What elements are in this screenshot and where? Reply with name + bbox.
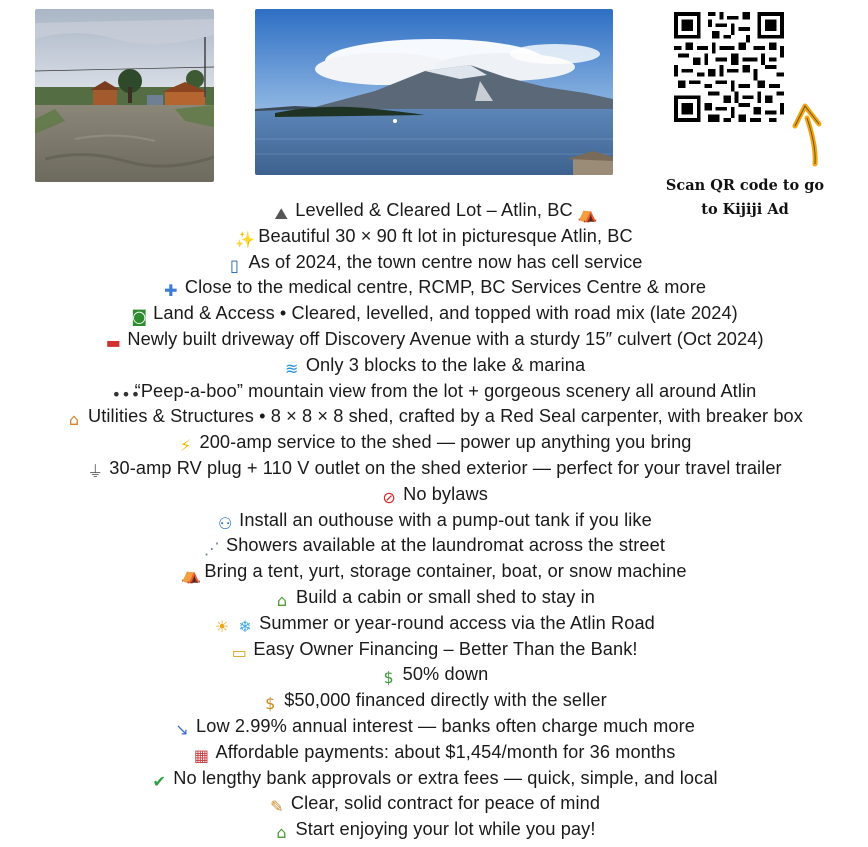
hand-drawn-up-arrow-icon (785, 96, 830, 168)
listing-line-text: Clear, solid contract for peace of mind (290, 793, 601, 814)
calendar-icon: ▦ (193, 745, 210, 765)
camping-icon: ⛺ (577, 204, 598, 223)
camping-icon: ⛺ (181, 565, 202, 585)
listing-line (0, 353, 868, 379)
listing-line-text: Showers available at the laundromat across the street (225, 535, 665, 556)
listing-line (0, 766, 868, 792)
listing-line (0, 714, 868, 740)
listing-line-text: Easy Owner Financing – Better Than the Bank! (253, 638, 638, 659)
listing-line-text: Start enjoying your lot while you pay! (295, 819, 596, 840)
listing-line (0, 791, 868, 817)
qr-caption-line-1: Scan QR code to go (665, 177, 825, 194)
listing-line (0, 456, 868, 482)
listing-line-text: Affordable payments: about $1,454/month for 36 months (215, 741, 676, 762)
listing-line (0, 611, 868, 637)
dollar-banknote-icon: $ (383, 668, 394, 688)
listing-line-text: Build a cabin or small shed to stay in (296, 586, 595, 607)
listing-line-text: Only 3 blocks to the lake & marina (305, 354, 586, 375)
snowflake-icon: ❄ (238, 616, 252, 636)
restroom-icon: ⚇ (217, 513, 233, 533)
wave-icon: ≋ (285, 358, 299, 378)
listing-line (0, 198, 868, 224)
listing-line (0, 637, 868, 663)
listing-line-text: Land & Access • Cleared, levelled, and topped with road mix (late 2024) (153, 303, 738, 324)
listing-line-text: Bring a tent, yurt, storage container, boat, or snow machine (204, 561, 687, 582)
listing-line (0, 508, 868, 534)
listing-line (0, 430, 868, 456)
listing-line-text: Summer or year-round access via the Atlin Road (259, 612, 655, 633)
credit-card-icon: ▭ (231, 642, 247, 662)
listing-line (0, 250, 868, 276)
listing-line-text: Beautiful 30 × 90 ft lot in picturesque Atlin, BC (258, 225, 633, 246)
listing-line (0, 740, 868, 766)
listing-line-text: “Peep-a-boo” mountain view from the lot + gorgeous scenery all around Atlin (134, 380, 757, 401)
house-with-garden-icon: ⌂ (276, 590, 288, 610)
electric-plug-icon: ⏚ (87, 461, 104, 481)
listing-line-text: As of 2024, the town centre now has cell service (248, 251, 643, 272)
listing-line-text: Levelled & Cleared Lot – Atlin, BC (295, 200, 573, 220)
listing-line (0, 379, 868, 405)
hospital-icon: ✚ (164, 281, 178, 301)
listing-line (0, 817, 868, 843)
listing-line (0, 404, 868, 430)
listing-line (0, 585, 868, 611)
tractor-icon: ◙ (131, 307, 147, 327)
qr-caption-line-2: to Kijiji Ad (701, 201, 789, 218)
listing-line-text: No bylaws (403, 483, 488, 504)
road-mountain-icon: ⛰ (274, 204, 289, 223)
listing-line-text: Low 2.99% annual interest — banks often charge much more (196, 715, 695, 736)
listing-line (0, 275, 868, 301)
car-icon: ▬ (105, 332, 121, 352)
listing-line (0, 301, 868, 327)
lightning-icon: ⚡ (179, 436, 192, 456)
mobile-phone-icon: ▯ (230, 255, 239, 275)
sun-icon: ☀ (214, 616, 230, 636)
listing-line-text: 30-amp RV plug + 110 V outlet on the shed exterior — perfect for your travel trailer (109, 457, 782, 478)
listing-line-text: 200-amp service to the shed — power up anything you bring (199, 432, 692, 453)
prohibited-icon: ⊘ (382, 487, 396, 507)
listing-line (0, 559, 868, 585)
sparkles-icon: ✨ (235, 229, 256, 249)
check-mark-icon: ✔ (152, 771, 167, 791)
chart-decreasing-icon: ↘ (175, 719, 189, 739)
qr-code[interactable] (674, 12, 784, 122)
eyes-icon: ••• (111, 384, 141, 404)
listing-line-text: Utilities & Structures • 8 × 8 × 8 shed, crafted by a Red Seal carpenter, with breaker box (88, 406, 803, 427)
memo-icon: ✎ (270, 797, 284, 817)
money-bag-icon: $ (265, 694, 276, 714)
listing-line (0, 224, 868, 250)
listing-line (0, 327, 868, 353)
listing-line (0, 662, 868, 688)
house-icon: ⌂ (68, 410, 80, 430)
lot-with-sheds-photo (35, 9, 214, 182)
listing-line (0, 482, 868, 508)
listing-details (0, 198, 868, 843)
listing-line-text: $50,000 financed directly with the seller (284, 690, 607, 711)
lake-and-mountain-photo (255, 9, 613, 175)
listing-line-text: Close to the medical centre, RCMP, BC Services Centre & more (184, 277, 707, 298)
house-with-garden-icon: ⌂ (276, 823, 287, 843)
listing-line (0, 688, 868, 714)
listing-line-text: 50% down (402, 664, 489, 685)
listing-line-text: Newly built driveway off Discovery Avenue with a sturdy 15″ culvert (Oct 2024) (127, 328, 764, 349)
listing-line-text: Install an outhouse with a pump-out tank if you like (239, 509, 652, 530)
listing-line-text: No lengthy bank approvals or extra fees — quick, simple, and local (173, 767, 718, 788)
shower-icon: ⋰ (203, 539, 221, 559)
listing-line (0, 533, 868, 559)
